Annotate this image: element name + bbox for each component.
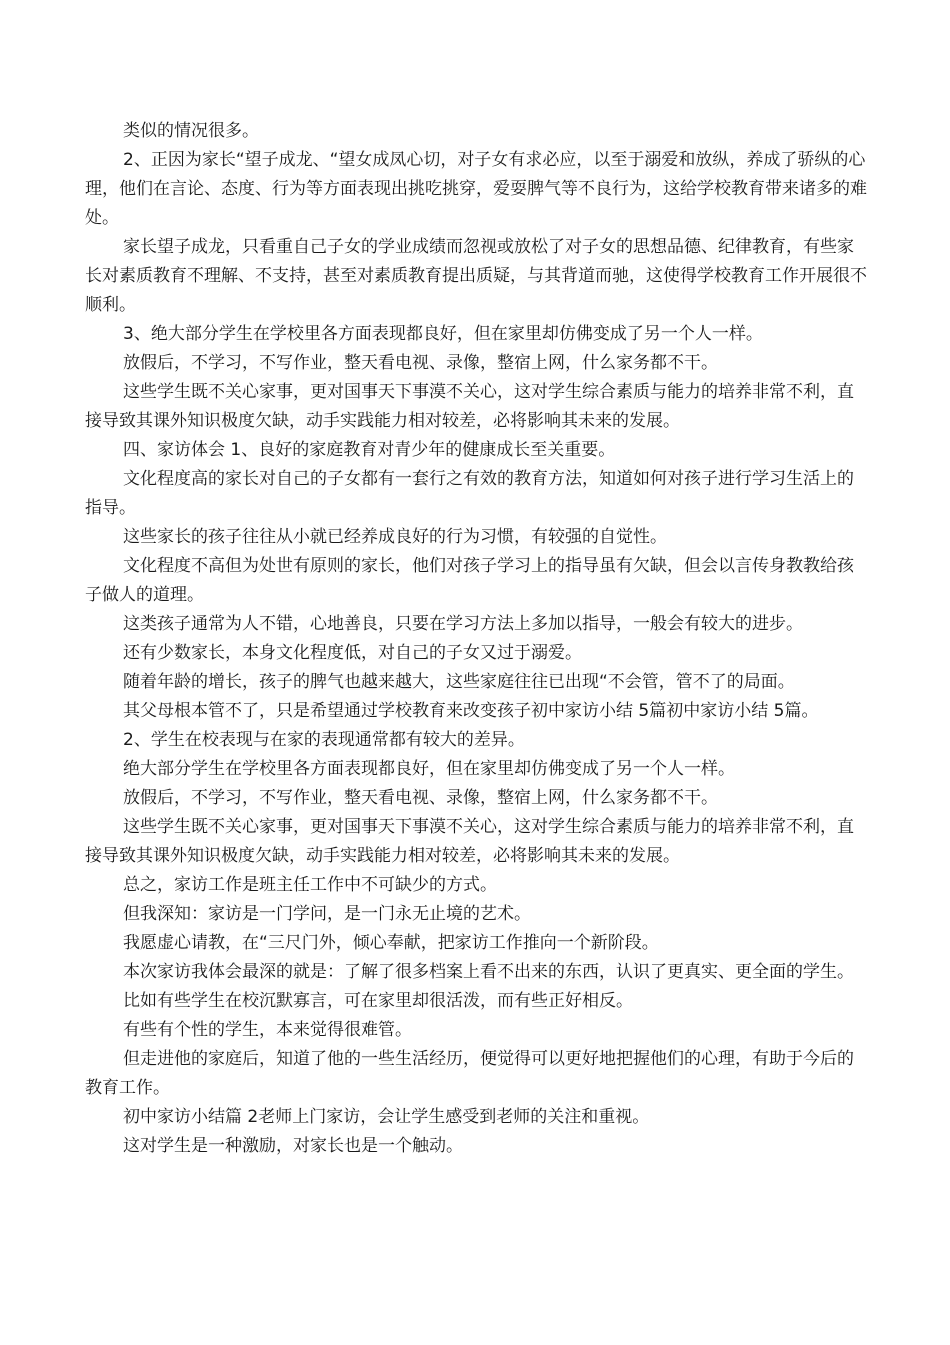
paragraph: 文化程度不高但为处世有原则的家长，他们对孩子学习上的指导虽有欠缺，但会以言传身教教给孩子做人的道理。	[85, 556, 854, 605]
paragraph: 这些学生既不关心家事，更对国事天下事漠不关心，这对学生综合素质与能力的培养非常不利，直接导致其课外知识极度欠缺，动手实践能力相对较差，必将影响其未来的发展。	[85, 817, 854, 866]
paragraph: 比如有些学生在校沉默寡言，可在家里却很活泼，而有些正好相反。	[123, 991, 633, 1011]
paragraph: 2、正因为家长“望子成龙、“望女成凤心切，对子女有求必应，以至于溺爱和放纵，养成了骄纵的心理，他们在言论、态度、行为等方面表现出挑吃挑穿，爱耍脾气等不良行为，这给学校教育带来诸多的难处。	[85, 150, 867, 228]
paragraph: 有些有个性的学生，本来觉得很难管。	[123, 1020, 412, 1040]
paragraph: 但我深知：家访是一门学问，是一门永无止境的艺术。	[123, 904, 531, 924]
document-body	[85, 117, 867, 1161]
paragraph: 放假后，不学习，不写作业，整天看电视、录像，整宿上网，什么家务都不干。	[123, 353, 718, 373]
paragraph: 总之，家访工作是班主任工作中不可缺少的方式。	[123, 875, 497, 895]
paragraph: 3、绝大部分学生在学校里各方面表现都良好，但在家里却仿佛变成了另一个人一样。	[123, 324, 763, 344]
paragraph: 文化程度高的家长对自己的子女都有一套行之有效的教育方法，知道如何对孩子进行学习生活上的指导。	[85, 469, 854, 518]
paragraph: 但走进他的家庭后，知道了他的一些生活经历，便觉得可以更好地把握他们的心理，有助于今后的教育工作。	[85, 1049, 854, 1098]
paragraph: 这对学生是一种激励，对家长也是一个触动。	[123, 1136, 463, 1156]
paragraph: 绝大部分学生在学校里各方面表现都良好，但在家里却仿佛变成了另一个人一样。	[123, 759, 735, 779]
paragraph: 放假后，不学习，不写作业，整天看电视、录像，整宿上网，什么家务都不干。	[123, 788, 718, 808]
paragraph: 其父母根本管不了，只是希望通过学校教育来改变孩子初中家访小结 5篇初中家访小结 5篇。	[123, 701, 819, 721]
paragraph: 家长望子成龙，只看重自己子女的学业成绩而忽视或放松了对子女的思想品德、纪律教育，有些家长对素质教育不理解、不支持，甚至对素质教育提出质疑，与其背道而驰，这使得学校教育工作开展很不顺利。	[85, 237, 867, 315]
paragraph: 随着年龄的增长，孩子的脾气也越来越大，这些家庭往往已出现“不会管，管不了的局面。	[123, 672, 795, 692]
paragraph: 类似的情况很多。	[123, 121, 259, 141]
paragraph: 本次家访我体会最深的就是：了解了很多档案上看不出来的东西，认识了更真实、更全面的学生。	[123, 962, 854, 982]
paragraph: 这些学生既不关心家事，更对国事天下事漠不关心，这对学生综合素质与能力的培养非常不利，直接导致其课外知识极度欠缺，动手实践能力相对较差，必将影响其未来的发展。	[85, 382, 854, 431]
paragraph: 四、家访体会 1、良好的家庭教育对青少年的健康成长至关重要。	[123, 440, 616, 460]
paragraph: 初中家访小结篇 2老师上门家访，会让学生感受到老师的关注和重视。	[123, 1107, 650, 1127]
paragraph: 还有少数家长，本身文化程度低，对自己的子女又过于溺爱。	[123, 643, 582, 663]
paragraph: 我愿虚心请教，在“三尺门外，倾心奉献，把家访工作推向一个新阶段。	[123, 933, 659, 953]
paragraph: 这些家长的孩子往往从小就已经养成良好的行为习惯，有较强的自觉性。	[123, 527, 667, 547]
paragraph: 2、学生在校表现与在家的表现通常都有较大的差异。	[123, 730, 525, 750]
paragraph: 这类孩子通常为人不错，心地善良，只要在学习方法上多加以指导，一般会有较大的进步。	[123, 614, 803, 634]
